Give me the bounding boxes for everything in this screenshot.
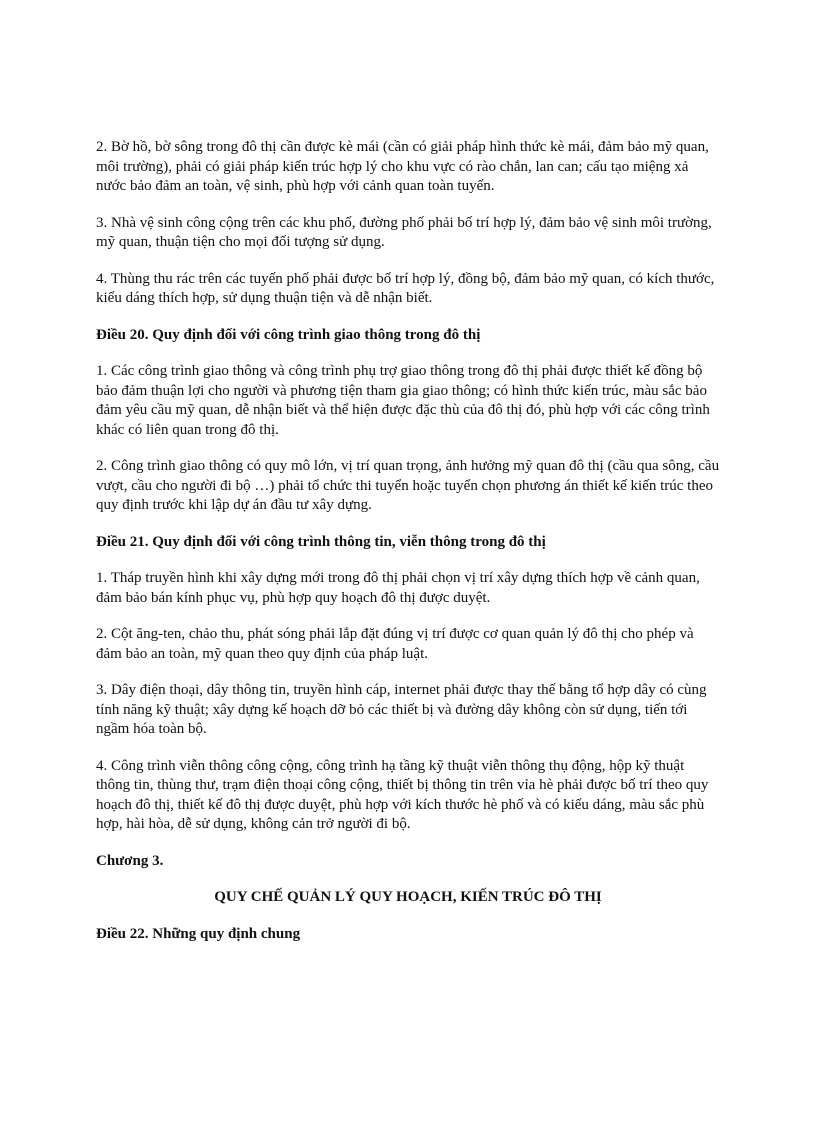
paragraph-art21-item1: 1. Tháp truyền hình khi xây dựng mới trong đô thị phải chọn vị trí xây dựng thích hợp về cảnh quan, đảm bảo bán kính phục vụ, phù hợp quy hoạch đô thị được duyệt.: [96, 570, 700, 606]
document-page: [96, 138, 720, 961]
article-21-heading: Điều 21. Quy định đối với công trình thông tin, viễn thông trong đô thị: [96, 533, 546, 550]
paragraph-art19-item3: 3. Nhà vệ sinh công cộng trên các khu phố, đường phố phải bố trí hợp lý, đảm bảo vệ sinh môi trường, mỹ quan, thuận tiện cho mọi đối tượng sử dụng.: [96, 214, 712, 250]
paragraph-art21-item4: 4. Công trình viễn thông công cộng, công trình hạ tầng kỹ thuật viễn thông thụ động, hộp kỹ thuật thông tin, thùng thư, trạm điện thoại công cộng, thiết bị thông tin trên vỉa hè phải được bố trí theo quy hoạch đô thị, thiết kế đô thị được duyệt, phù hợp với kích thước hè phố và có kiểu dáng, màu sắc phù hợp, hài hòa, dễ sử dụng, không cản trở người đi bộ.: [96, 757, 709, 832]
chapter-3-title: QUY CHẾ QUẢN LÝ QUY HOẠCH, KIẾN TRÚC ĐÔ THỊ: [214, 889, 602, 905]
paragraph-art19-item4: 4. Thùng thu rác trên các tuyến phố phải được bố trí hợp lý, đồng bộ, đảm bảo mỹ quan, có kích thước, kiểu dáng thích hợp, sử dụng thuận tiện và dễ nhận biết.: [96, 270, 715, 306]
paragraph-art19-item2: 2. Bờ hồ, bờ sông trong đô thị cần được kè mái (cần có giải pháp hình thức kè mái, đảm bảo mỹ quan, môi trường), phải có giải pháp kiến trúc hợp lý cho khu vực có rào chắn, lan can; cấu tạo miệng xả nước bảo đảm an toàn, vệ sinh, phù hợp với cảnh quan toàn tuyến.: [96, 139, 709, 194]
paragraph-art21-item2: 2. Cột ăng-ten, chảo thu, phát sóng phải lắp đặt đúng vị trí được cơ quan quản lý đô thị cho phép và đảm bảo an toàn, mỹ quan theo quy định của pháp luật.: [96, 626, 694, 662]
article-22-heading: Điều 22. Những quy định chung: [96, 925, 301, 942]
paragraph-art20-item2: 2. Công trình giao thông có quy mô lớn, vị trí quan trọng, ảnh hưởng mỹ quan đô thị (cầu qua sông, cầu vượt, cầu cho người đi bộ …) phải tổ chức thi tuyển hoặc tuyển chọn phương án thiết kế kiến trúc theo quy định trước khi lập dự án đầu tư xây dựng.: [96, 458, 720, 513]
chapter-3-heading: Chương 3.: [96, 852, 164, 869]
paragraph-art21-item3: 3. Dây điện thoại, dây thông tin, truyền hình cáp, internet phải được thay thế bằng tổ hợp dây có cùng tính năng kỹ thuật; xây dựng kế hoạch dỡ bỏ các thiết bị và đường dây không còn sử dụng, tiến tới ngầm hóa toàn bộ.: [96, 682, 707, 737]
article-20-heading: Điều 20. Quy định đối với công trình giao thông trong đô thị: [96, 326, 481, 343]
paragraph-art20-item1: 1. Các công trình giao thông và công trình phụ trợ giao thông trong đô thị phải được thiết kế đồng bộ bảo đảm thuận lợi cho người và phương tiện tham gia giao thông; có hình thức kiến trúc, màu sắc bảo đảm yêu cầu mỹ quan, dễ nhận biết và thể hiện được đặc thù của đô thị đó, phù hợp với các công trình khác có liên quan trong đô thị.: [96, 363, 710, 438]
